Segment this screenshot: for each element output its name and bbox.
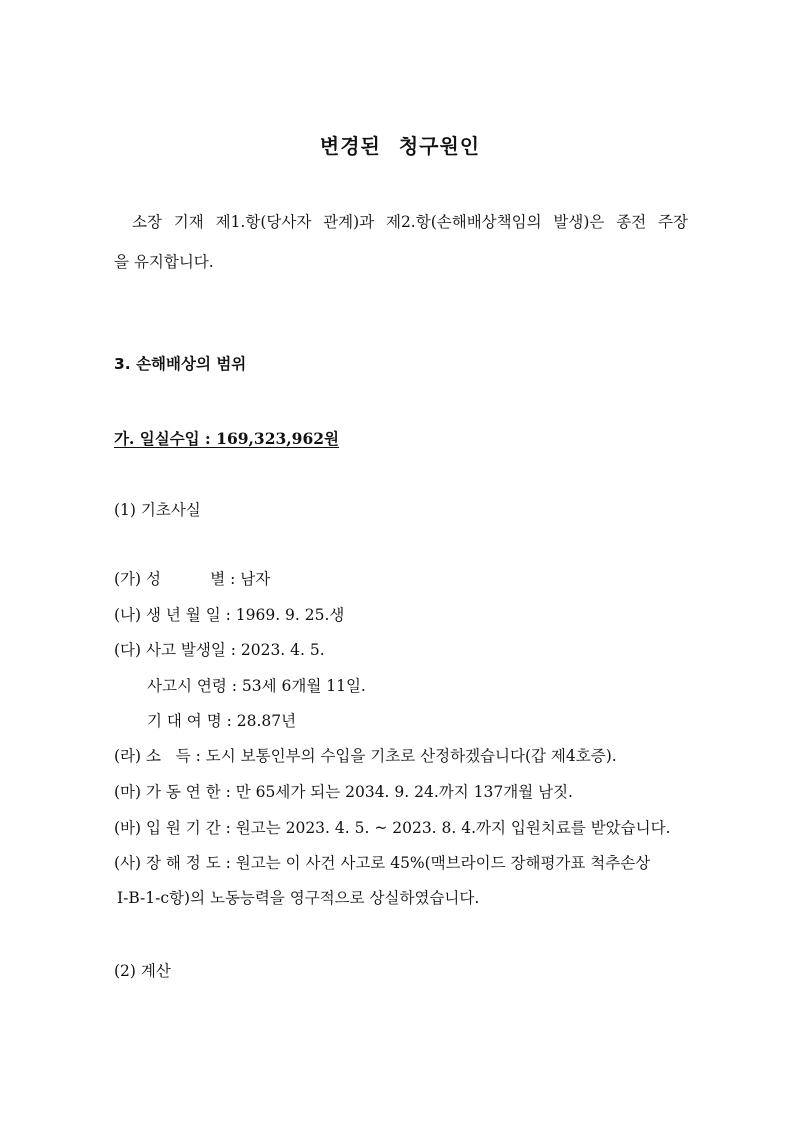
intro-paragraph-line2: 을 유지합니다.	[114, 253, 214, 271]
section-3-heading: 3. 손해배상의 범위	[114, 355, 247, 373]
fact-income-text: (라) 소 득 : 도시 보통인부의 수입을 기초로 산정하겠습니다(갑 제4호증).	[114, 747, 617, 765]
document-title: 변경된 청구원인	[319, 134, 481, 158]
calculation-heading: (2) 계산	[114, 962, 171, 980]
subsection-lost-income-heading: 가. 일실수입 : 169,323,962원	[114, 429, 340, 448]
fact-accident-date: (다) 사고 발생일 : 2023. 4. 5.	[114, 641, 325, 659]
fact-disability-degree-line2: Ⅰ-B-1-c항)의 노동능력을 영구적으로 상실하였습니다.	[117, 889, 480, 907]
fact-income	[114, 746, 617, 766]
fact-age-at-accident: 사고시 연령 : 53세 6개월 11일.	[147, 677, 366, 695]
basic-facts-heading: (1) 기초사실	[114, 501, 201, 519]
fact-birthdate: (나) 생 년 월 일 : 1969. 9. 25.생	[114, 606, 345, 624]
fact-hospitalization-period: (바) 입 원 기 간 : 원고는 2023. 4. 5. ~ 2023. 8. 4.까지 입원치료를 받았습니다.	[114, 819, 671, 837]
fact-gender-text: (가) 성 별 : 남자	[114, 570, 271, 588]
fact-disability-degree-line1: (사) 장 해 정 도 : 원고는 이 사건 사고로 45%(맥브라이드 장해평가표 척추손상	[114, 854, 651, 872]
fact-life-expectancy: 기 대 여 명 : 28.87년	[147, 712, 297, 730]
fact-working-age-limit: (마) 가 동 연 한 : 만 65세가 되는 2034. 9. 24.까지 137개월 남짓.	[114, 783, 573, 801]
intro-text-1: 소장 기재 제1.항(당사자 관계)과 제2.항(손해배상책임의 발생)은 종전 주장	[132, 213, 688, 231]
fact-gender	[114, 569, 270, 589]
intro-paragraph-line1	[114, 212, 688, 232]
